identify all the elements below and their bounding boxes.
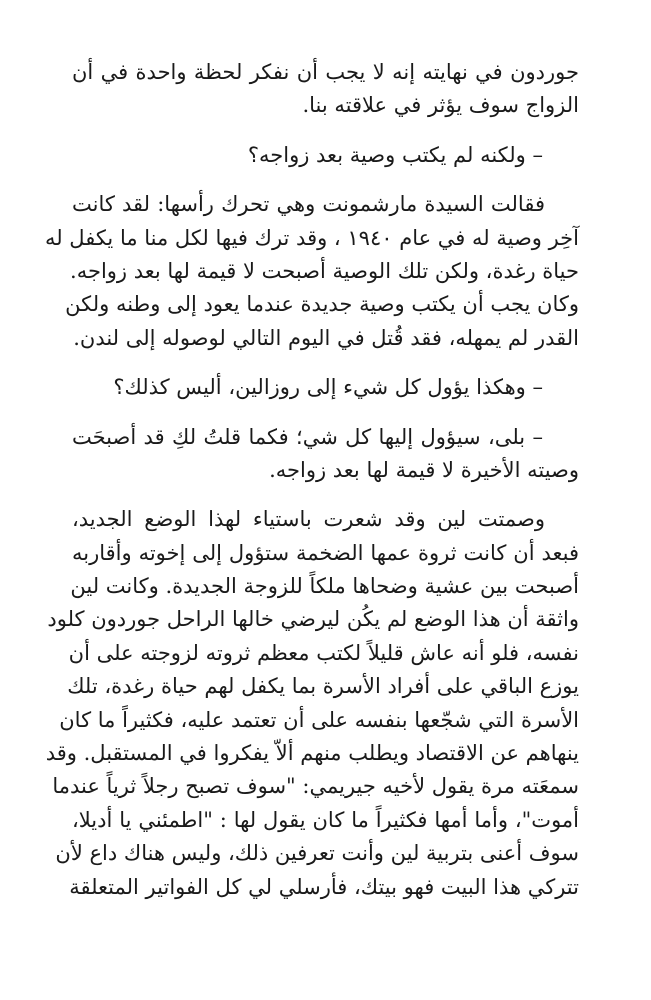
paragraph-3 bbox=[45, 503, 579, 904]
dialog-line-2 bbox=[72, 371, 579, 404]
text-line: الأسرة التي شجّعها بنفسه على أن تعتمد عليه، فكثيراً ما كان bbox=[59, 707, 579, 732]
paragraph-1 bbox=[72, 56, 579, 123]
dialog-line-1 bbox=[72, 139, 579, 172]
text-line: سمعَته مرة يقول لأخيه جيريمي: "سوف تصبح رجلاً ثرياً عندما bbox=[52, 774, 579, 799]
text-line: وكان يجب أن يكتب وصية جديدة عندما يعود إلى وطنه ولكن bbox=[65, 292, 579, 317]
text-line: تتركي هذا البيت فهو بيتك، فأرسلي لي كل الفواتير المتعلقة bbox=[69, 874, 579, 899]
text-line: آخِر وصية له في عام ١٩٤٠ ، وقد ترك فيها لكل منا ما يكفل له bbox=[44, 225, 579, 250]
text-line: أموت"، وأما أمها فكثيراً ما كان يقول لها : "اطمئني يا أديلا، bbox=[72, 807, 579, 832]
text-line: سوف أعنى بتربية لين وأنت تعرفين ذلك، وليس هناك داع لأن bbox=[55, 841, 579, 866]
text-line: الزواج سوف يؤثر في علاقته بنا. bbox=[302, 93, 579, 118]
text-line: – بلى، سيؤول إليها كل شي؛ فكما قلتُ لكِ قد أصبحَت bbox=[72, 424, 543, 449]
text-line: فبعد أن كانت ثروة عمها الضخمة ستؤول إلى إخوته وأقاربه bbox=[72, 540, 579, 565]
text-line: أصبحت بين عشية وضحاها ملكاً للزوجة الجديدة. وكانت لين bbox=[70, 574, 579, 599]
text-line: – ولكنه لم يكتب وصية بعد زواجه؟ bbox=[247, 142, 543, 167]
text-line: جوردون في نهايته إنه لا يجب أن نفكر لحظة واحدة في أن bbox=[72, 60, 579, 84]
text-line: يوزع الباقي على أفراد الأسرة بما يكفل لهم حياة رغدة، تلك bbox=[67, 674, 579, 699]
text-line: القدر لم يمهله، فقد قُتل في اليوم التالي لوصوله إلى لندن. bbox=[73, 325, 579, 350]
text-line: حياة رغدة، ولكن تلك الوصية أصبحت لا قيمة لها بعد زواجه. bbox=[70, 258, 579, 283]
text-line: ينهاهم عن الاقتصاد ويطلب منهم ألاّ يفكروا في المستقبل. وقد bbox=[45, 741, 579, 766]
dialog-line-3 bbox=[72, 421, 579, 488]
text-line: وصيته الأخيرة لا قيمة لها بعد زواجه. bbox=[269, 457, 579, 482]
text-line: نفسه، فلو أنه عاش قليلاً لكتب معظم ثروته لزوجته على أن bbox=[68, 640, 579, 665]
text-line: واثقة أن هذا الوضع لم يكُن ليرضي خالها الراحل جوردون كلود bbox=[47, 607, 579, 632]
text-line: فقالت السيدة مارشمونت وهي تحرك رأسها: لقد كانت bbox=[72, 192, 545, 217]
paragraph-2 bbox=[44, 188, 579, 355]
text-line: وصمتت لين وقد شعرت باستياء لهذا الوضع الجديد، bbox=[72, 507, 545, 532]
text-line: – وهكذا يؤول كل شيء إلى روزالين، أليس كذلك؟ bbox=[113, 375, 543, 400]
